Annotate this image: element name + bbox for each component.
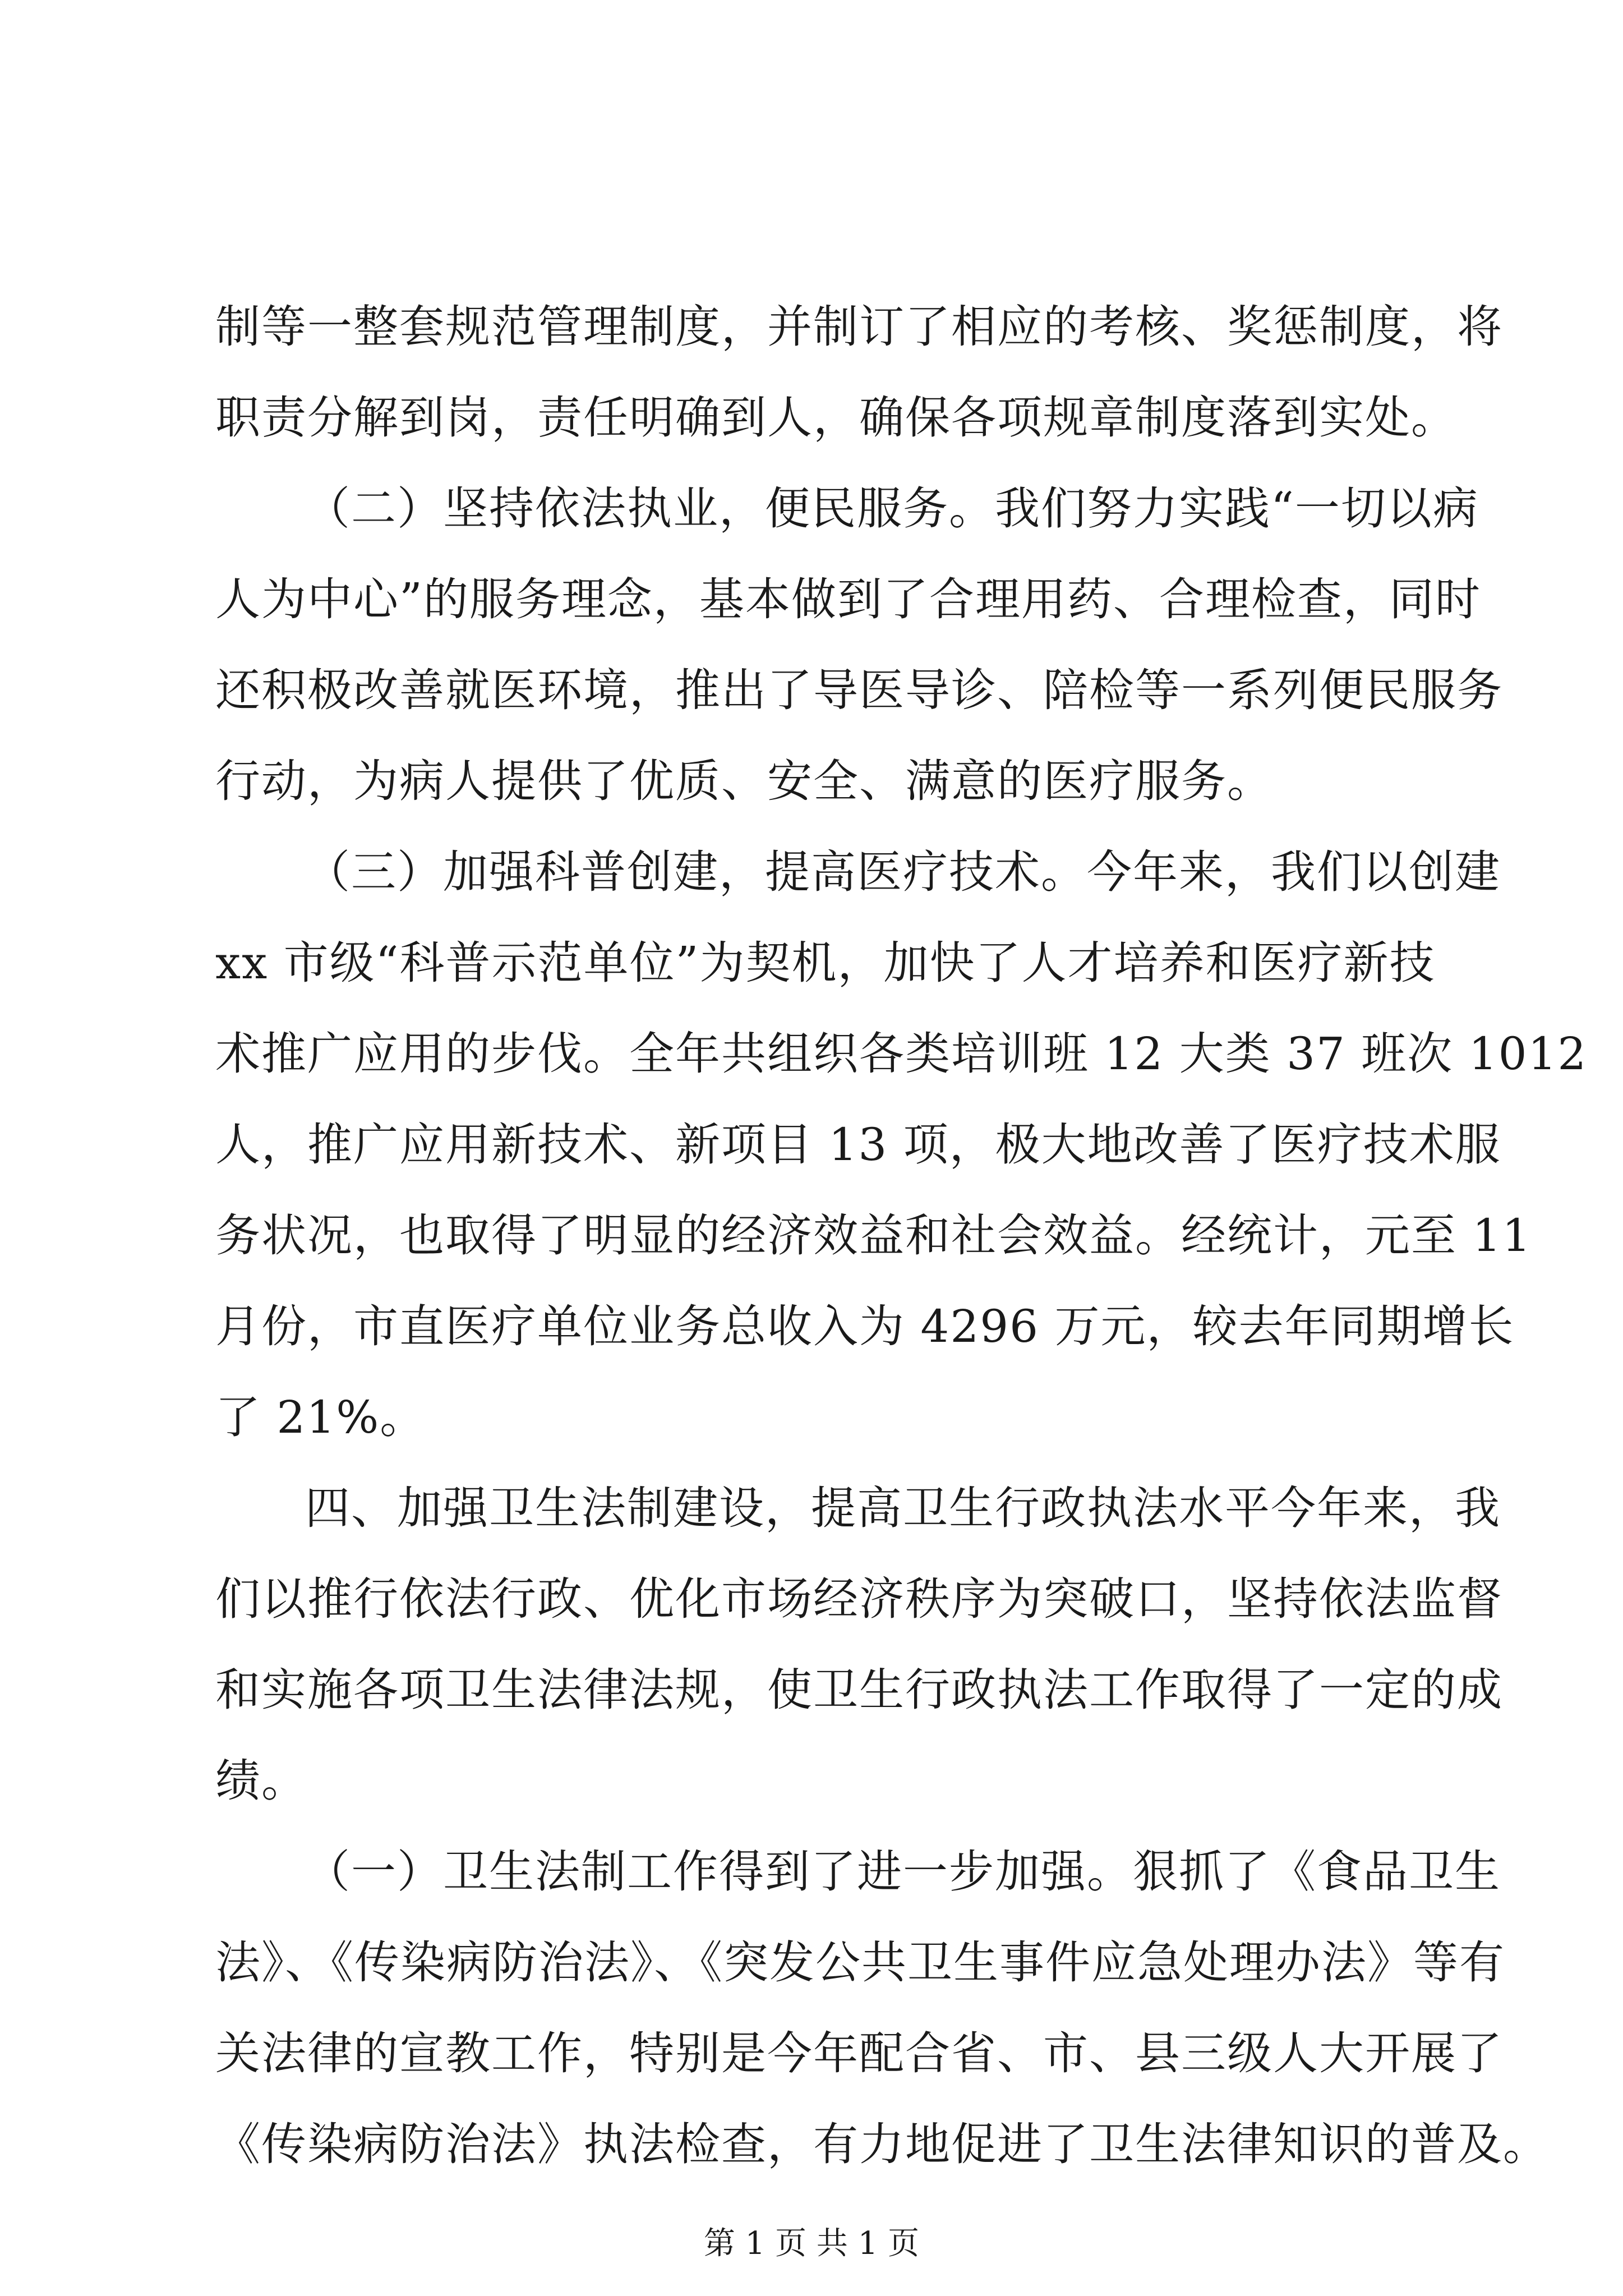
- text-line: 人，推广应用新技术、新项目 13 项，极大地改善了医疗技术服: [215, 1119, 1501, 1171]
- text-line: 制等一整套规范管理制度，并制订了相应的考核、奖惩制度，将: [215, 301, 1503, 353]
- page-number-footer: 第 1 页 共 1 页: [703, 2225, 920, 2262]
- text-line: 还积极改善就医环境，推出了导医导诊、陪检等一系列便民服务: [215, 664, 1503, 716]
- text-line: 们以推行依法行政、优化市场经济秩序为突破口，坚持依法监督: [215, 1573, 1503, 1625]
- paragraph-start-line: （三）加强科普创建，提高医疗技术。今年来，我们以创建: [305, 846, 1501, 898]
- text-line: 月份，市直医疗单位业务总收入为 4296 万元，较去年同期增长: [215, 1300, 1515, 1352]
- paragraph-start-line: （一）卫生法制工作得到了进一步加强。狠抓了《食品卫生: [305, 1846, 1501, 1898]
- paragraph-start-line: 四、加强卫生法制建设，提高卫生行政执法水平今年来，我: [305, 1482, 1501, 1534]
- text-line: 了 21%。: [215, 1391, 426, 1443]
- text-line: 和实施各项卫生法律法规，使卫生行政执法工作取得了一定的成: [215, 1664, 1503, 1716]
- text-line: 《传染病防治法》执法检查，有力地促进了卫生法律知识的普及。: [215, 2118, 1549, 2170]
- text-line: 关法律的宣教工作，特别是今年配合省、市、县三级人大开展了: [215, 2027, 1503, 2079]
- text-line: 法》、《传染病防治法》、《突发公共卫生事件应急处理办法》等有: [215, 1936, 1505, 1989]
- text-line: 务状况，也取得了明显的经济效益和社会效益。经统计，元至 11: [215, 1209, 1532, 1262]
- text-line: 职责分解到岗，责任明确到人，确保各项规章制度落到实处。: [215, 392, 1457, 444]
- text-line: xx 市级“科普示范单位”为契机，加快了人才培养和医疗新技: [215, 937, 1436, 989]
- paragraph-start-line: （二）坚持依法执业，便民服务。我们努力实践“一切以病: [305, 482, 1479, 535]
- text-line: 术推广应用的步伐。全年共组织各类培训班 12 大类 37 班次 1012: [215, 1028, 1588, 1080]
- text-line: 行动，为病人提供了优质、安全、满意的医疗服务。: [215, 755, 1273, 807]
- text-line: 人为中心”的服务理念，基本做到了合理用药、合理检查，同时: [215, 573, 1481, 625]
- text-line: 绩。: [215, 1755, 307, 1807]
